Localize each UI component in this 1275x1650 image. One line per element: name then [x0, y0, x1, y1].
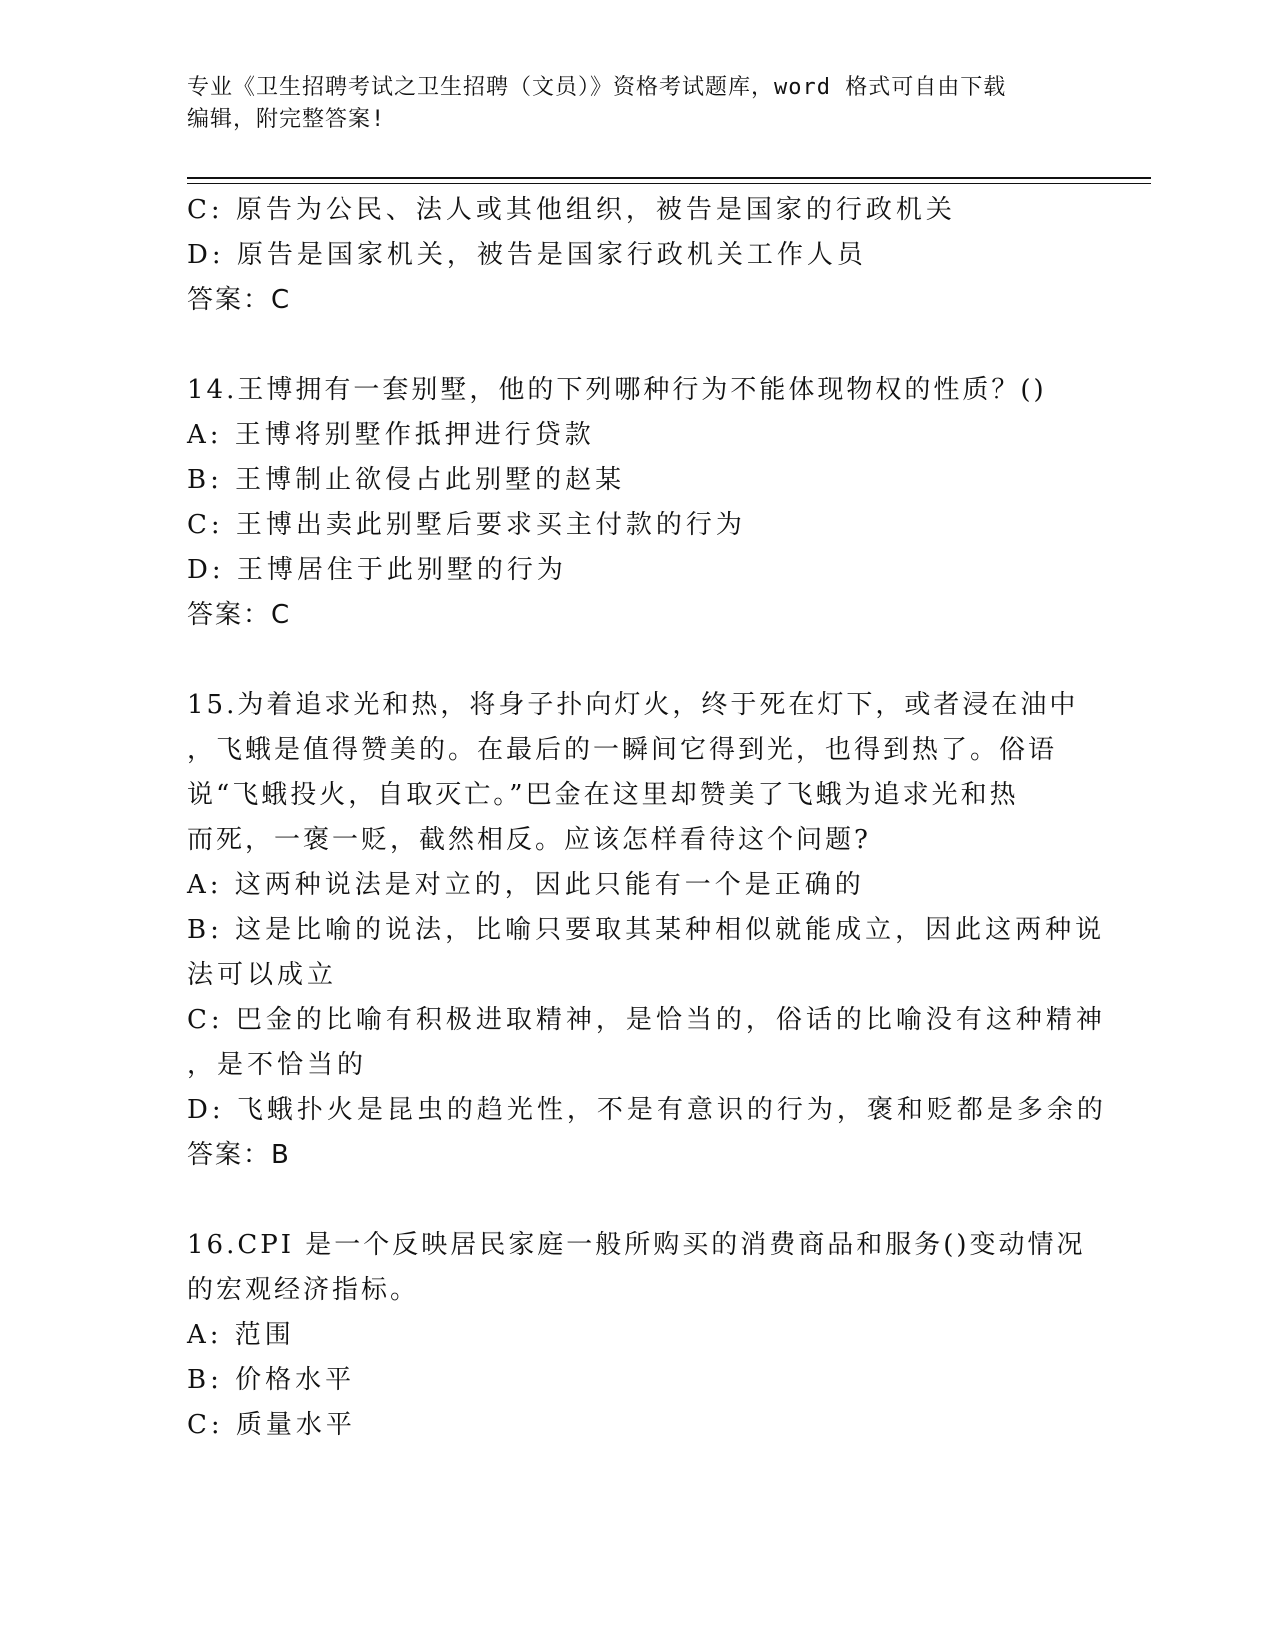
option-a: A: 范围: [187, 1320, 295, 1350]
document-header: [187, 72, 1067, 136]
option-a: A: 王博将别墅作抵押进行贷款: [187, 420, 595, 450]
option-d: D: 原告是国家机关，被告是国家行政机关工作人员: [187, 240, 867, 270]
question-15: [187, 683, 1107, 1178]
answer-line: 答案：C: [187, 285, 292, 315]
header-line-1: 专业《卫生招聘考试之卫生招聘（文员）》资格考试题库，word 格式可自由下载: [187, 75, 1007, 100]
question-stem: 14.王博拥有一套别墅，他的下列哪种行为不能体现物权的性质？(): [187, 375, 1047, 405]
spacer: [187, 323, 1077, 368]
header-rule-thin: [187, 183, 1151, 184]
header-rule-thick: [187, 177, 1151, 179]
option-c: C: 质量水平: [187, 1410, 356, 1440]
header-line-2: 编辑，附完整答案!: [187, 107, 386, 132]
question-content: [187, 188, 1107, 1448]
prev-question-block: [187, 188, 1077, 323]
question-stem-line: 的宏观经济指标。: [187, 1275, 420, 1305]
option-b-continued: 法可以成立: [187, 960, 338, 990]
question-stem-line: 16.CPI 是一个反映居民家庭一般所购买的消费商品和服务()变动情况: [187, 1230, 1086, 1260]
question-14: [187, 368, 1077, 638]
option-c: C: 原告为公民、法人或其他组织，被告是国家的行政机关: [187, 195, 956, 225]
question-16: [187, 1223, 1086, 1448]
option-c: C: 巴金的比喻有积极进取精神，是恰当的，俗话的比喻没有这种精神: [187, 1005, 1106, 1035]
option-b: B: 王博制止欲侵占此别墅的赵某: [187, 465, 626, 495]
option-a: A: 这两种说法是对立的，因此只能有一个是正确的: [187, 870, 865, 900]
question-stem-line: 15.为着追求光和热，将身子扑向灯火，终于死在灯下，或者浸在油中: [187, 690, 1079, 720]
answer-line: 答案：B: [187, 1140, 291, 1170]
option-d: D: 飞蛾扑火是昆虫的趋光性，不是有意识的行为，褒和贬都是多余的: [187, 1095, 1107, 1125]
option-c: C: 王博出卖此别墅后要求买主付款的行为: [187, 510, 746, 540]
option-d: D: 王博居住于此别墅的行为: [187, 555, 567, 585]
spacer: [187, 638, 1077, 683]
option-b: B: 这是比喻的说法，比喻只要取其某种相似就能成立，因此这两种说: [187, 915, 1106, 945]
answer-line: 答案：C: [187, 600, 292, 630]
question-stem-line: ，飞蛾是值得赞美的。在最后的一瞬间它得到光，也得到热了。俗语: [187, 735, 1058, 765]
spacer: [187, 1178, 1077, 1223]
option-b: B: 价格水平: [187, 1365, 356, 1395]
question-stem-line: 而死，一褒一贬，截然相反。应该怎样看待这个问题?: [187, 825, 871, 855]
option-c-continued: ，是不恰当的: [187, 1050, 368, 1080]
question-stem-line: 说“飞蛾投火，自取灭亡。”巴金在这里却赞美了飞蛾为追求光和热: [187, 780, 1019, 810]
